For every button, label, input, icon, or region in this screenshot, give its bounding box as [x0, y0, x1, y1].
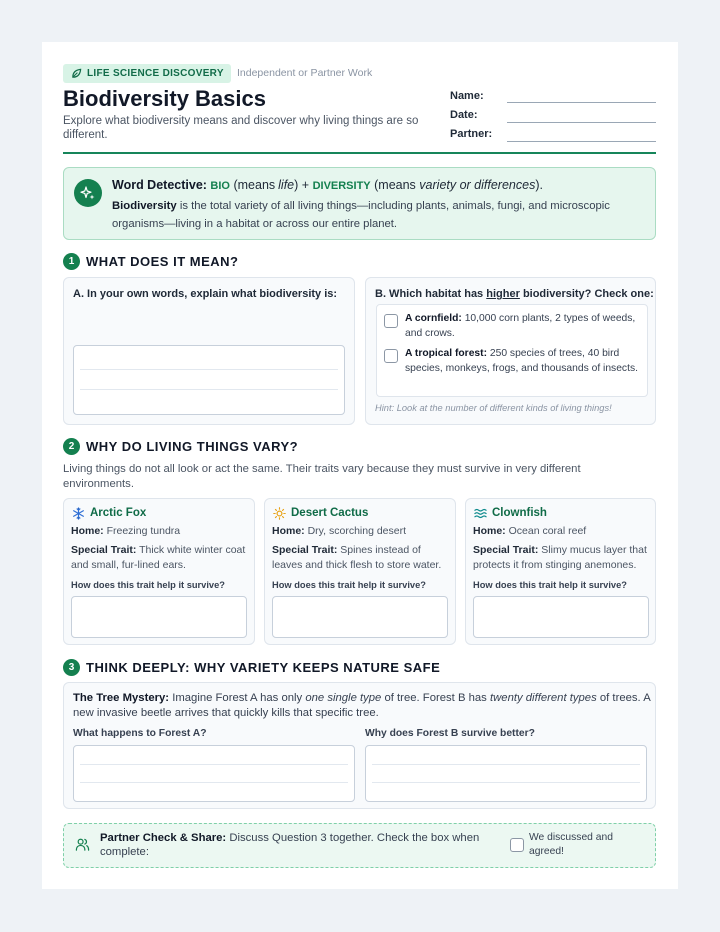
forest-b-question: Why does Forest B survive better? [365, 728, 535, 739]
survival-question: How does this trait help it survive? [71, 580, 225, 590]
definition-text: is the total variety of all living things—including plants, animals, fungi, and microscopic organisms—living in a habitat or across our entire planet. [112, 200, 610, 230]
mystery-emphasis: one single type [305, 692, 382, 704]
option-cornfield [405, 311, 643, 341]
survival-answer-box[interactable] [272, 596, 448, 638]
question-b-text [375, 288, 654, 300]
agreement-checkbox[interactable] [510, 838, 524, 852]
question-b-pre: B. Which habitat has [375, 288, 484, 300]
survival-answer-box[interactable] [473, 596, 649, 638]
page-title: Biodiversity Basics [63, 86, 266, 111]
definition-term: Biodiversity [112, 200, 177, 212]
life-word: life [278, 178, 295, 192]
question-a-text: A. In your own words, explain what biodiversity is: [73, 288, 338, 300]
organism-trait [473, 543, 653, 572]
partner-field[interactable] [507, 141, 656, 142]
home-label: Home: [272, 525, 305, 537]
section-1-number: 1 [63, 253, 80, 270]
organism-trait [71, 543, 251, 572]
home-label: Home: [71, 525, 104, 537]
survival-question: How does this trait help it survive? [473, 580, 627, 590]
partner-text: Discuss Question 3 together. Check the box when complete: [100, 832, 480, 858]
question-a-answer-box[interactable] [73, 345, 345, 415]
question-b-post: biodiversity? Check one: [522, 288, 654, 300]
mystery-part: of trees. A new invasive beetle arrives that quickly kills that specific tree. [73, 692, 651, 719]
trait-label: Special Trait: [272, 544, 338, 556]
trait-label: Special Trait: [473, 544, 539, 556]
partner-label: Partner Check & Share: [100, 832, 227, 844]
trait-label: Special Trait: [71, 544, 137, 556]
question-b-emphasis: higher [486, 288, 520, 300]
subject-badge [63, 64, 231, 83]
section-3-number: 3 [63, 659, 80, 676]
biodiversity-definition [112, 198, 632, 233]
bio-root: BIO [210, 180, 230, 192]
tree-mystery-text [73, 691, 651, 721]
means-text: ). [535, 178, 543, 192]
organism-card-arctic-fox [63, 498, 255, 645]
organism-trait [272, 543, 452, 572]
word-detective-callout [63, 167, 656, 240]
survival-question: How does this trait help it survive? [272, 580, 426, 590]
organism-name: Clownfish [492, 507, 547, 519]
answer-line [372, 764, 640, 765]
answer-line [80, 764, 348, 765]
worksheet-page [42, 42, 678, 889]
organism-home [272, 524, 452, 539]
home-value: Ocean coral reef [508, 525, 587, 537]
organism-home [71, 524, 251, 539]
section-2-intro: Living things do not all look or act the same. Their traits vary because they must survive in very different environments. [63, 463, 581, 490]
tree-mystery-label: The Tree Mystery: [73, 692, 170, 704]
home-value: Dry, scorching desert [307, 525, 407, 537]
tree-mystery-card [63, 682, 656, 809]
section-1-title: WHAT DOES IT MEAN? [86, 254, 239, 269]
habitat-options [376, 304, 648, 397]
trait-value: Spines instead of leaves and thick flesh to store water. [272, 544, 442, 571]
header-divider [63, 152, 656, 154]
sparkle-icon [74, 179, 102, 207]
name-field[interactable] [507, 102, 656, 103]
waves-icon [474, 507, 487, 520]
question-a-card [63, 277, 355, 425]
organism-name: Desert Cactus [291, 507, 369, 519]
subject-badge-label: LIFE SCIENCE DISCOVERY [87, 68, 224, 79]
work-mode: Independent or Partner Work [237, 67, 373, 79]
answer-line [372, 782, 640, 783]
forest-b-answer-box[interactable] [365, 745, 647, 802]
answer-line [80, 369, 338, 370]
organism-home [473, 524, 653, 539]
forest-a-question: What happens to Forest A? [73, 728, 207, 739]
survival-answer-box[interactable] [71, 596, 247, 638]
agreement-label: We discussed and agreed! [529, 832, 613, 857]
option-cornfield-label: A cornfield: [405, 313, 462, 324]
means-text: (means [374, 178, 416, 192]
mystery-emphasis: twenty different types [489, 692, 597, 704]
leaf-icon [71, 68, 82, 79]
word-detective-line [112, 178, 543, 192]
hint-text: Hint: Look at the number of different kinds of living things! [375, 403, 612, 413]
trait-value: Slimy mucus layer that protects it from stinging anemones. [473, 544, 647, 571]
trait-value: Thick white winter coat and small, fur-lined ears. [71, 544, 246, 571]
page-subtitle: Explore what biodiversity means and discover why living things are so different. [63, 115, 419, 141]
home-value: Freezing tundra [106, 525, 181, 537]
mystery-part: of tree. Forest B has [384, 692, 487, 704]
users-icon [75, 837, 90, 852]
question-b-card [365, 277, 656, 425]
option-cornfield-text: 10,000 corn plants, 2 types of weeds, and crows. [405, 313, 636, 339]
option-cornfield-checkbox[interactable] [384, 314, 398, 328]
organism-name: Arctic Fox [90, 507, 147, 519]
date-label: Date: [450, 109, 478, 121]
organism-card-clownfish [465, 498, 656, 645]
option-forest-label: A tropical forest: [405, 348, 488, 359]
means-text: (means [233, 178, 276, 192]
partner-instructions [100, 831, 490, 859]
partner-label: Partner: [450, 128, 493, 140]
section-2-number: 2 [63, 438, 80, 455]
section-3-title: THINK DEEPLY: WHY VARIETY KEEPS NATURE SAFE [86, 660, 441, 675]
means-text: ) + [294, 178, 310, 192]
option-forest-checkbox[interactable] [384, 349, 398, 363]
option-forest [405, 346, 643, 376]
mystery-part: Imagine Forest A has only [172, 692, 303, 704]
organism-card-desert-cactus [264, 498, 456, 645]
answer-line [80, 389, 338, 390]
snowflake-icon [72, 507, 85, 520]
word-detective-label: Word Detective: [112, 178, 207, 192]
home-label: Home: [473, 525, 506, 537]
forest-a-answer-box[interactable] [73, 745, 355, 802]
date-field[interactable] [507, 122, 656, 123]
option-forest-text: 250 species of trees, 40 bird species, monkeys, frogs, and thousands of insects. [405, 348, 638, 374]
answer-line [80, 782, 348, 783]
section-2-title: WHY DO LIVING THINGS VARY? [86, 439, 299, 454]
diversity-root: DIVERSITY [312, 180, 371, 192]
name-label: Name: [450, 90, 484, 102]
partner-check-box [63, 823, 656, 868]
variety-word: variety or differences [419, 178, 536, 192]
sun-icon [273, 507, 286, 520]
